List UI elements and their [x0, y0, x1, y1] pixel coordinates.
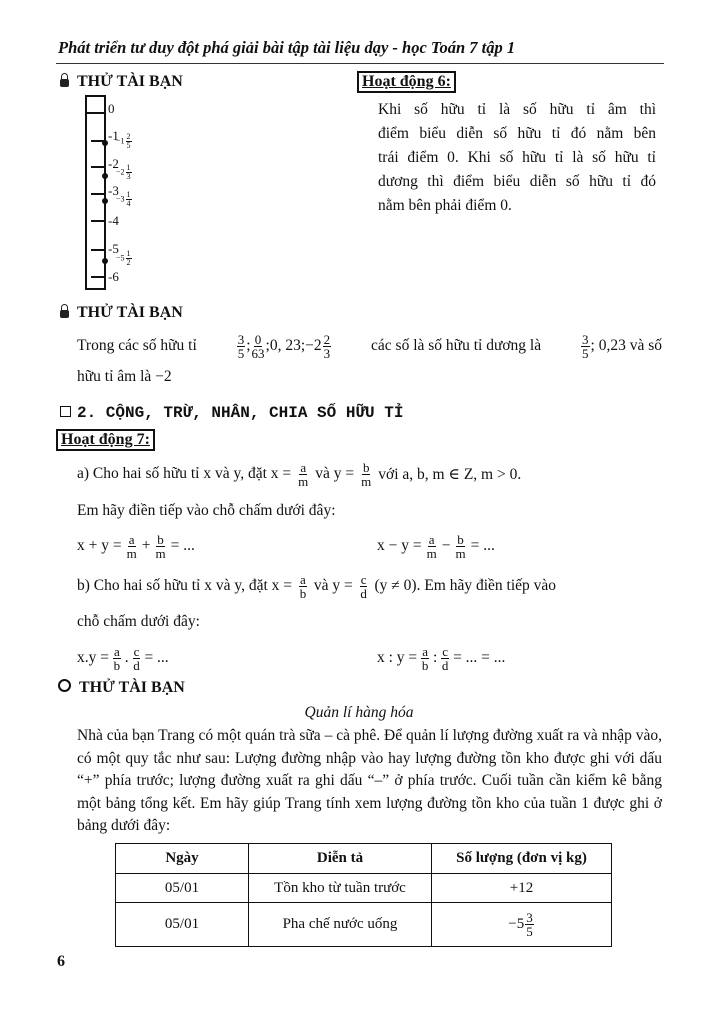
- subtitle: Quản lí hàng hóa: [304, 704, 414, 721]
- inventory-table: [115, 843, 612, 947]
- point-marker: [102, 173, 108, 179]
- circle-bullet-icon: [58, 679, 71, 692]
- cell-date: 05/01: [116, 903, 249, 947]
- point-label: −2 $\frac{1}{3}$: [116, 163, 131, 181]
- try-2-text: Trong các số hữu tỉ $\frac{3}{5}$ ; $\frac{0}{63}$ ;0, 23;−2 $\frac{2}{3}$ các số là số hữu tỉ dương là $\frac{3}{5}$ ; 0,23 và số hữu tỉ âm là −2: [77, 331, 662, 385]
- point-marker: [102, 140, 108, 146]
- column-header: Số lượng (đơn vị kg): [432, 844, 612, 874]
- heading-text: THỬ TÀI BẠN: [77, 73, 183, 90]
- activity-7-title: Hoạt động 7:: [56, 429, 155, 451]
- point-marker: [102, 198, 108, 204]
- cell-quantity: −5 $\frac{3}{5}$: [432, 903, 612, 947]
- activity-6-title: Hoạt động 6:: [357, 71, 456, 93]
- tick-label: -3: [108, 183, 119, 198]
- point-label: −1 $\frac{2}{5}$: [116, 132, 131, 150]
- table-row: [116, 903, 612, 947]
- try-yourself-heading-1: [60, 73, 183, 91]
- lock-icon: [60, 79, 69, 87]
- cell-description: Pha chế nước uống: [249, 903, 432, 947]
- activity-7-content: a) Cho hai số hữu tỉ x và y, đặt x = $\frac{a}{m}$ và y = $\frac{b}{m}$ với a, b, m ∈ Z, m > 0. Em hãy điền tiếp vào chỗ chấm dưới đây: x + y = $\frac{a}{m}$ + $\frac{b}{m}$ = ... x − y = $\frac{a}{m}$ − $\frac{b}{m}$ = ... b) Cho hai số hữu tỉ x và y, đặt x = $\frac{a}{b}$ và y = $\frac{c}{d}$ (y ≠ 0). Em hãy điền tiếp vào chỗ chấm dưới đây: x.y = $\frac{a}{b}$ . $\frac{c}{d}$ = ... x : y = $\frac{a}{b}$ : $\frac{c}{d}$ = ... = ...: [77, 459, 557, 673]
- tick-label: -5: [108, 241, 119, 256]
- try-yourself-heading-2: [60, 304, 183, 322]
- tick-label: -2: [108, 156, 119, 171]
- header-divider: [56, 63, 664, 64]
- activity-6-text: Khi số hữu tỉ là số hữu tỉ âm thì điểm biểu diễn số hữu tỉ đó nằm bên trái điểm 0. Khi số hữu tỉ là số hữu tỉ dương thì điểm biểu diễn số hữu tỉ đó nằm bên phải điểm 0.: [378, 101, 656, 214]
- column-header: Diễn tả: [249, 844, 432, 874]
- page-number: 6: [57, 953, 65, 970]
- column-header: Ngày: [116, 844, 249, 874]
- problem-text: Nhà của bạn Trang có một quán trà sữa – cà phê. Để quản lí lượng đường xuất ra và nhập vào, có một quy tắc như sau: Lượng đường nhập vào hay lượng đường tồn kho được ghi với dấu “+” phía trước; lượng đường xuất ra ghi dấu “–” ở phía trước. Cuối tuần cần kiểm kê bằng một bảng tổng kết. Em hãy giúp Trang tính xem lượng đường tồn kho của tuần 1 được ghi ở bảng dưới đây:: [77, 727, 662, 834]
- cell-description: Tồn kho từ tuần trước: [249, 874, 432, 903]
- checkbox-bullet-icon: [60, 406, 71, 417]
- cell-quantity: +12: [432, 874, 612, 903]
- point-label: −5 $\frac{1}{2}$: [116, 249, 131, 267]
- heading-text: THỬ TÀI BẠN: [77, 304, 183, 321]
- table-row: [116, 874, 612, 903]
- table-header-row: [116, 844, 612, 874]
- tick-label: -1: [108, 128, 119, 143]
- try-yourself-heading-3: [58, 679, 185, 697]
- running-header: Phát triển tư duy đột phá giải bài tập tài liệu dạy - học Toán 7 tập 1: [58, 38, 516, 57]
- point-label: −3 $\frac{1}{4}$: [116, 190, 131, 208]
- tick-label: 0: [108, 101, 115, 116]
- cell-date: 05/01: [116, 874, 249, 903]
- lock-icon: [60, 310, 69, 318]
- tick-label: -6: [108, 269, 119, 284]
- heading-text: THỬ TÀI BẠN: [79, 679, 185, 696]
- point-marker: [102, 258, 108, 264]
- tick-label: -4: [108, 213, 119, 228]
- section-2-heading: 2. CỘNG, TRỪ, NHÂN, CHIA SỐ HỮU TỈ: [60, 404, 403, 422]
